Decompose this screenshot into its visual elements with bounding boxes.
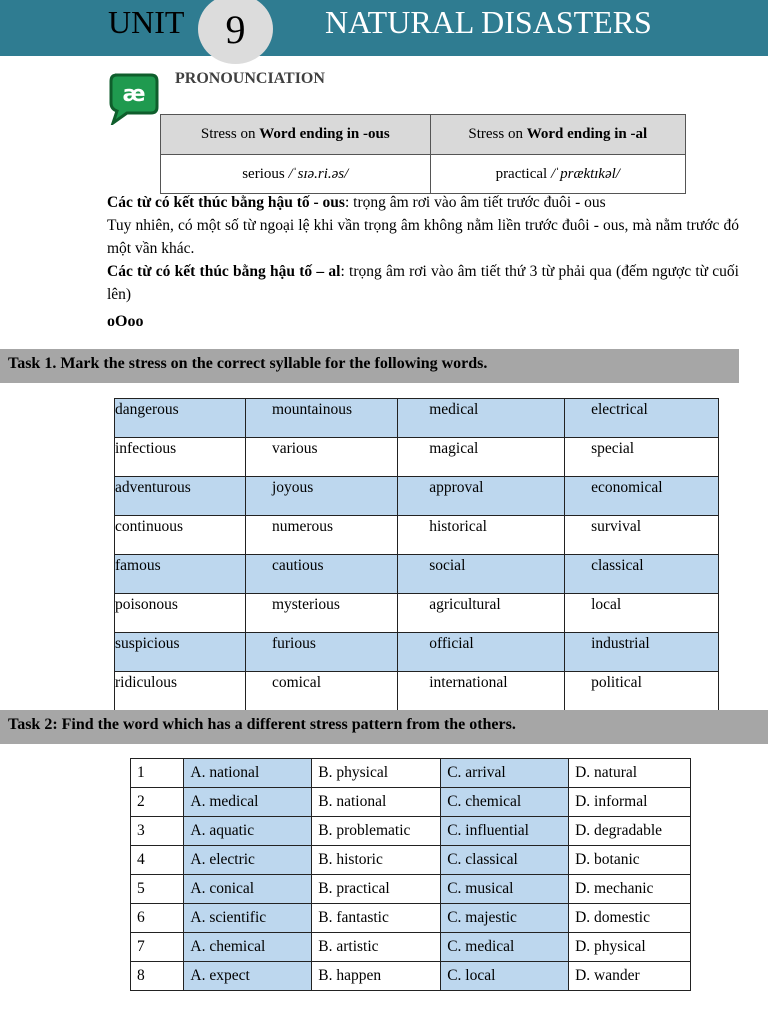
word-row — [115, 555, 719, 594]
question-row — [131, 846, 691, 875]
option-a: A. national — [184, 759, 312, 788]
word-cell: local — [565, 594, 719, 633]
option-d: D. domestic — [569, 904, 691, 933]
word-cell: magical — [398, 438, 565, 477]
word-cell: official — [398, 633, 565, 672]
pronunciation-title: PRONOUNCIATION — [175, 70, 325, 87]
question-number: 7 — [131, 933, 184, 962]
word-cell: cautious — [245, 555, 397, 594]
option-d: D. wander — [569, 962, 691, 991]
option-b: B. artistic — [312, 933, 441, 962]
ous-example: serious /ˈsɪə.ri.əs/ — [161, 155, 431, 194]
unit-number: 9 — [225, 6, 246, 52]
word-cell: international — [398, 672, 565, 711]
word-cell: infectious — [115, 438, 246, 477]
stress-pattern: oOoo — [107, 313, 144, 330]
option-c: C. musical — [441, 875, 569, 904]
question-number: 4 — [131, 846, 184, 875]
word-row — [115, 633, 719, 672]
word-cell: social — [398, 555, 565, 594]
word-cell: special — [565, 438, 719, 477]
question-number: 3 — [131, 817, 184, 846]
option-c: C. majestic — [441, 904, 569, 933]
option-a: A. scientific — [184, 904, 312, 933]
task2-choice-table — [130, 758, 691, 991]
option-b: B. problematic — [312, 817, 441, 846]
question-number: 1 — [131, 759, 184, 788]
word-cell: electrical — [565, 399, 719, 438]
word-cell: agricultural — [398, 594, 565, 633]
option-d: D. physical — [569, 933, 691, 962]
al-example: practical /ˈpræktɪkəl/ — [430, 155, 685, 194]
question-row — [131, 817, 691, 846]
word-cell: dangerous — [115, 399, 246, 438]
option-c: C. local — [441, 962, 569, 991]
unit-label: UNIT — [108, 4, 185, 40]
option-d: D. botanic — [569, 846, 691, 875]
word-row — [115, 672, 719, 711]
word-cell: famous — [115, 555, 246, 594]
unit-title: NATURAL DISASTERS — [325, 4, 652, 40]
question-number: 8 — [131, 962, 184, 991]
unit-header — [0, 0, 768, 56]
option-a: A. expect — [184, 962, 312, 991]
option-d: D. informal — [569, 788, 691, 817]
word-cell: survival — [565, 516, 719, 555]
word-cell: ridiculous — [115, 672, 246, 711]
task1-title: Task 1. Mark the stress on the correct syllable for the following words. — [0, 349, 739, 383]
option-c: C. arrival — [441, 759, 569, 788]
option-b: B. physical — [312, 759, 441, 788]
option-c: C. medical — [441, 933, 569, 962]
question-number: 5 — [131, 875, 184, 904]
option-a: A. chemical — [184, 933, 312, 962]
word-row — [115, 438, 719, 477]
word-cell: poisonous — [115, 594, 246, 633]
al-header: Stress on Word ending in -al — [430, 115, 685, 155]
question-row — [131, 904, 691, 933]
option-a: A. electric — [184, 846, 312, 875]
word-row — [115, 477, 719, 516]
option-b: B. national — [312, 788, 441, 817]
ae-symbol: æ — [122, 82, 146, 107]
option-b: B. practical — [312, 875, 441, 904]
option-b: B. happen — [312, 962, 441, 991]
word-row — [115, 516, 719, 555]
question-row — [131, 759, 691, 788]
word-cell: continuous — [115, 516, 246, 555]
option-c: C. chemical — [441, 788, 569, 817]
question-row — [131, 788, 691, 817]
rule-ous-exception: Tuy nhiên, có một số từ ngoại lệ khi vần trọng âm không nằm liền trước đuôi - ous, mà nằm trước đó một vần khác. — [107, 217, 739, 257]
question-number: 6 — [131, 904, 184, 933]
pronunciation-table — [160, 114, 686, 194]
word-cell: economical — [565, 477, 719, 516]
word-cell: historical — [398, 516, 565, 555]
word-row — [115, 399, 719, 438]
option-a: A. medical — [184, 788, 312, 817]
task1-word-table — [114, 398, 719, 711]
pronunciation-notes — [107, 191, 739, 306]
ous-header: Stress on Word ending in -ous — [161, 115, 431, 155]
question-row — [131, 962, 691, 991]
question-row — [131, 933, 691, 962]
option-a: A. aquatic — [184, 817, 312, 846]
word-cell: numerous — [245, 516, 397, 555]
task2-title: Task 2: Find the word which has a different stress pattern from the others. — [0, 710, 768, 744]
rule-ous: Các từ có kết thúc bằng hậu tố - ous: trọng âm rơi vào âm tiết trước đuôi - ous — [107, 194, 606, 211]
option-d: D. degradable — [569, 817, 691, 846]
word-cell: furious — [245, 633, 397, 672]
word-cell: mysterious — [245, 594, 397, 633]
question-number: 2 — [131, 788, 184, 817]
option-c: C. influential — [441, 817, 569, 846]
word-cell: political — [565, 672, 719, 711]
option-a: A. conical — [184, 875, 312, 904]
word-cell: joyous — [245, 477, 397, 516]
word-cell: adventurous — [115, 477, 246, 516]
question-row — [131, 875, 691, 904]
unit-number-badge — [198, 0, 273, 64]
word-cell: medical — [398, 399, 565, 438]
option-b: B. historic — [312, 846, 441, 875]
pronunciation-speech-bubble-icon — [107, 71, 161, 125]
word-cell: approval — [398, 477, 565, 516]
word-cell: suspicious — [115, 633, 246, 672]
rule-al: Các từ có kết thúc bằng hậu tố – al: trọng âm rơi vào âm tiết thứ 3 từ phải qua (đếm ngược từ cuối lên) — [107, 263, 739, 303]
option-c: C. classical — [441, 846, 569, 875]
word-cell: classical — [565, 555, 719, 594]
option-b: B. fantastic — [312, 904, 441, 933]
option-d: D. natural — [569, 759, 691, 788]
word-cell: comical — [245, 672, 397, 711]
word-row — [115, 594, 719, 633]
word-cell: industrial — [565, 633, 719, 672]
option-d: D. mechanic — [569, 875, 691, 904]
word-cell: various — [245, 438, 397, 477]
word-cell: mountainous — [245, 399, 397, 438]
